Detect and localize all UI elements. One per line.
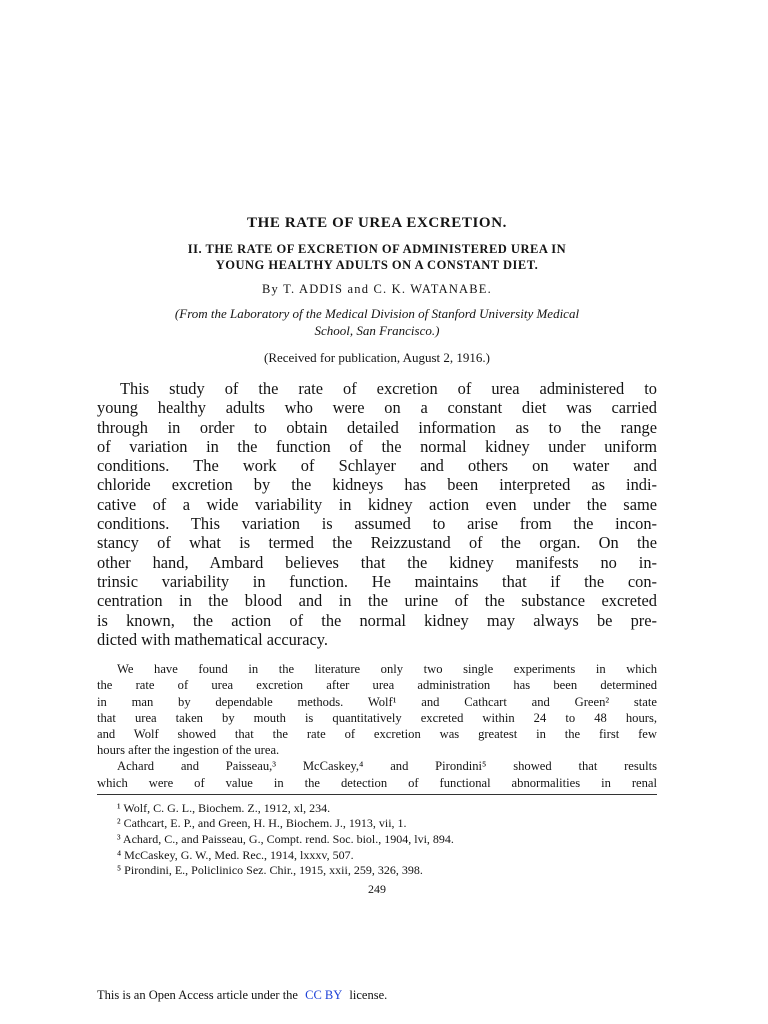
affiliation-line: (From the Laboratory of the Medical Division of Stanford University Medical [174,306,580,321]
body-line: and Wolf showed that the rate of excretion was greatest in the first few [97,726,657,741]
license-suffix: license. [349,988,388,1002]
footnote: ⁵ Pirondini, E., Policlinico Sez. Chir., 1915, xxii, 259, 326, 398. [117,863,423,878]
abstract-line: chloride excretion by the kidneys has been interpreted as indi- [97,475,657,495]
body-line: that urea taken by mouth is quantitatively excreted within 24 to 48 hours, [97,710,657,725]
cc-by-link[interactable]: CC BY [305,988,343,1002]
body-line: which were of value in the detection of functional abnormalities in renal [97,775,657,790]
body-line: in man by dependable methods. Wolf¹ and Cathcart and Green² state [97,694,657,709]
abstract-line: through in order to obtain detailed information as to the range [97,417,657,437]
abstract-paragraph [97,379,657,649]
subtitle-line: YOUNG HEALTHY ADULTS ON A CONSTANT DIET. [215,258,539,272]
received-date: (Received for publication, August 2, 1916.) [263,350,490,365]
body-line: We have found in the literature only two single experiments in which [117,662,657,677]
authors: By T. ADDIS and C. K. WATANABE. [262,282,492,296]
article-page [97,215,657,897]
page-number: 249 [368,881,386,896]
body-line: Achard and Paisseau,³ McCaskey,⁴ and Pirondini⁵ showed that results [117,759,657,774]
footnotes [97,801,657,879]
article-title: THE RATE OF UREA EXCRETION. [247,215,507,231]
abstract-line: dicted with mathematical accuracy. [97,629,329,649]
footnote: ² Cathcart, E. P., and Green, H. H., Biochem. J., 1913, vii, 1. [117,816,407,831]
body-paragraph [97,758,657,790]
abstract-line: of variation in the function of the normal kidney under uniform [97,436,657,456]
footnote: ³ Achard, C., and Paisseau, G., Compt. rend. Soc. biol., 1904, lvi, 894. [117,831,454,846]
license-notice [97,988,387,1003]
abstract-line: young healthy adults who were on a constant diet was carried [97,398,657,418]
license-prefix: This is an Open Access article under the [97,988,298,1002]
affiliation-line: School, San Francisco.) [314,323,440,338]
footnote: ¹ Wolf, C. G. L., Biochem. Z., 1912, xl, 234. [117,800,331,815]
abstract-line: centration in the blood and in the urine of the substance excreted [97,591,657,611]
affiliation [97,305,657,339]
abstract-line: conditions. The work of Schlayer and others on water and [97,456,657,476]
abstract-line: other hand, Ambard believes that the kidney manifests no in- [97,552,657,572]
abstract-line: trinsic variability in function. He maintains that if the con- [97,571,657,591]
abstract-line: conditions. This variation is assumed to arise from the incon- [97,514,657,534]
article-subtitle [97,241,657,273]
abstract-line: is known, the action of the normal kidney may always be pre- [97,610,657,630]
body-line: the rate of urea excretion after urea administration has been determined [97,678,657,693]
footnote-divider [97,794,657,795]
footnote: ⁴ McCaskey, G. W., Med. Rec., 1914, lxxxv, 507. [117,847,354,862]
abstract-line: cative of a wide variability in kidney action even under the same [97,494,657,514]
subtitle-line: II. THE RATE OF EXCRETION OF ADMINISTERED UREA IN [187,242,567,256]
body-line: hours after the ingestion of the urea. [97,743,280,758]
abstract-line: This study of the rate of excretion of urea administered to [120,379,657,398]
abstract-line: stancy of what is termed the Reizzustand of the organ. On the [97,533,657,553]
body-paragraph [97,661,657,758]
